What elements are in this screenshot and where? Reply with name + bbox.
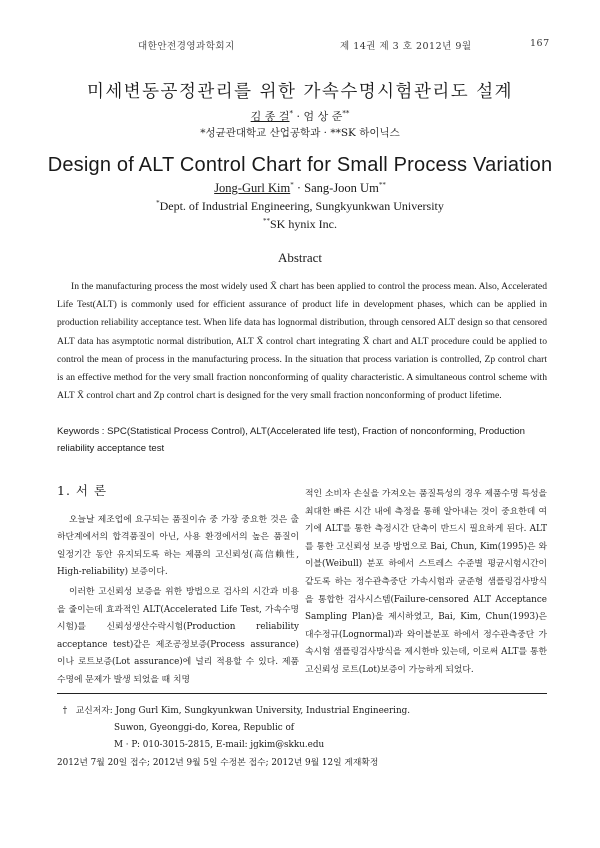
abstract-heading: Abstract bbox=[277, 250, 323, 265]
korean-author-2: 엄 상 준 bbox=[303, 110, 343, 123]
body-paragraph: 이러한 고신뢰성 보증을 위한 방법으로 검사의 시간과 비용을 줄이는데 효과적인 ALT(Accelerated Life Test, 가속수명시험)를 신뢰성생산수락시험(Production reliability acceptance test)같은 제조공정보증(Process assurance)이나 로트보증(Lot assurance)에 널리 적용할 수 있다. 제품 수명에 문제가 발생 되었을 때 치명 bbox=[57, 586, 299, 685]
running-header-issue: 제 14권 제 3 호 2012년 9월 bbox=[340, 41, 472, 52]
english-affiliation-2-text: SK hynix Inc. bbox=[270, 217, 337, 231]
korean-title: 미세변동공정관리를 위한 가속수명시험관리도 설계 bbox=[86, 82, 514, 102]
body-paragraph: 적인 소비자 손실을 가져오는 품질특성의 경우 제품수명 특성을 최대한 빠른 시간 내에 측정을 통해 알아내는 것이 중요한데 여기에 ALT를 통한 측정시간 단축이 반드시 필요하게 된다. ALT를 통한 고신뢰성 보증 방법으로 Bai, Chun, Kim(1995)은 와이블(Weibull) 분포 하에서 스트레스 수준별 평균시험시간이 같도록 하는 정수관측중단 가속시험과 균준형 샘플링검사방식을 통합한 검사시스템(Failure-censored ALT Acceptance Sampling Plan)을 제시하였고, Bai, Kim, Chun(1993)은 대수정규(Lognormal)과 와이블분포 하에서 정수관측중단 가속시험 샘플링검사방식을 제시한바 있는데, 이로써 ALT를 통한 고신뢰성 로트(Lot)보증이 가능하게 되었다. bbox=[305, 489, 547, 675]
korean-author-2-mark: ** bbox=[342, 109, 350, 118]
keywords: Keywords : SPC(Statistical Process Control), ALT(Accelerated life test), Fraction of nonconforming, Production reliability acceptance test bbox=[57, 426, 525, 454]
korean-authors bbox=[0, 108, 600, 124]
footnote bbox=[57, 703, 547, 772]
author-separator: · bbox=[296, 110, 300, 123]
body-paragraph: 오늘날 제조업에 요구되는 품질이슈 중 가장 중요한 것은 출하단계에서의 합격품질이 아닌, 사용 환경에서의 높은 품질이 일정기간 동안 유지되도록 하는 제품의 고신뢰성(高信賴性, High-reliability) 보증이다. bbox=[57, 514, 299, 578]
footnote-line-1: 교신저자: Jong Gurl Kim, Sungkyunkwan University, Industrial Engineering. bbox=[75, 706, 411, 716]
section-heading: 1. 서 론 bbox=[57, 483, 108, 498]
english-affiliation-2 bbox=[0, 217, 600, 232]
footnote-divider bbox=[57, 693, 547, 694]
abstract-body: In the manufacturing process the most widely used X̄ chart has been applied to control the process mean. Also, Accelerated Life Test(ALT) is commonly used for efficient assurance of product life in development phases, which can be applied in production reliability acceptance test. When life data has lognormal distribution, through censored ALT design so that censored ALT data has asymptotic normal distribution, ALT X̄ control chart integrating X̄ chart and ALT procedure could be applied to control the mean of process in the manufacturing process. In the situation that process variation is controlled, Zp control chart is an effective method for the very small fraction nonconforming of quality characteristic. A simultaneous control scheme with ALT X̄ control chart and Zp control chart is designed for the very small fraction nonconforming of product lifetime. bbox=[57, 281, 547, 402]
english-author-1-mark: * bbox=[290, 180, 294, 189]
english-author-2: Sang-Joon Um bbox=[304, 181, 379, 195]
korean-affiliation: *성균관대학교 산업공학과 · **SK 하이닉스 bbox=[200, 127, 400, 139]
body-column-left bbox=[57, 482, 299, 690]
page-number: 167 bbox=[530, 38, 550, 49]
english-affiliation-2-mark: ** bbox=[263, 217, 270, 225]
running-header-journal: 대한안전경영과학회지 bbox=[138, 41, 235, 52]
footnote-dates: 2012년 7월 20일 접수; 2012년 9월 5일 수정본 접수; 2012년 9월 12일 게재확정 bbox=[57, 757, 379, 768]
english-affiliation-1 bbox=[0, 199, 600, 214]
english-author-1: Jong-Gurl Kim bbox=[214, 181, 291, 195]
english-affiliation-1-text: Dept. of Industrial Engineering, Sungkyunkwan University bbox=[159, 199, 444, 213]
english-title: Design of ALT Control Chart for Small Process Variation bbox=[47, 154, 553, 176]
dagger-mark: † bbox=[62, 706, 68, 716]
footnote-line-2: Suwon, Gyeonggi-do, Korea, Republic of bbox=[114, 723, 295, 734]
english-author-separator: · bbox=[293, 181, 305, 195]
footnote-line-3: M · P: 010-3015-2815, E-mail: jgkim@skku.edu bbox=[114, 740, 325, 751]
english-authors bbox=[0, 181, 600, 196]
english-author-2-mark: ** bbox=[378, 180, 386, 189]
body-column-right bbox=[305, 486, 547, 680]
korean-author-1: 김 종 걸 bbox=[250, 110, 290, 123]
korean-author-1-mark: * bbox=[289, 109, 293, 118]
english-affiliation-1-mark: * bbox=[156, 199, 160, 207]
